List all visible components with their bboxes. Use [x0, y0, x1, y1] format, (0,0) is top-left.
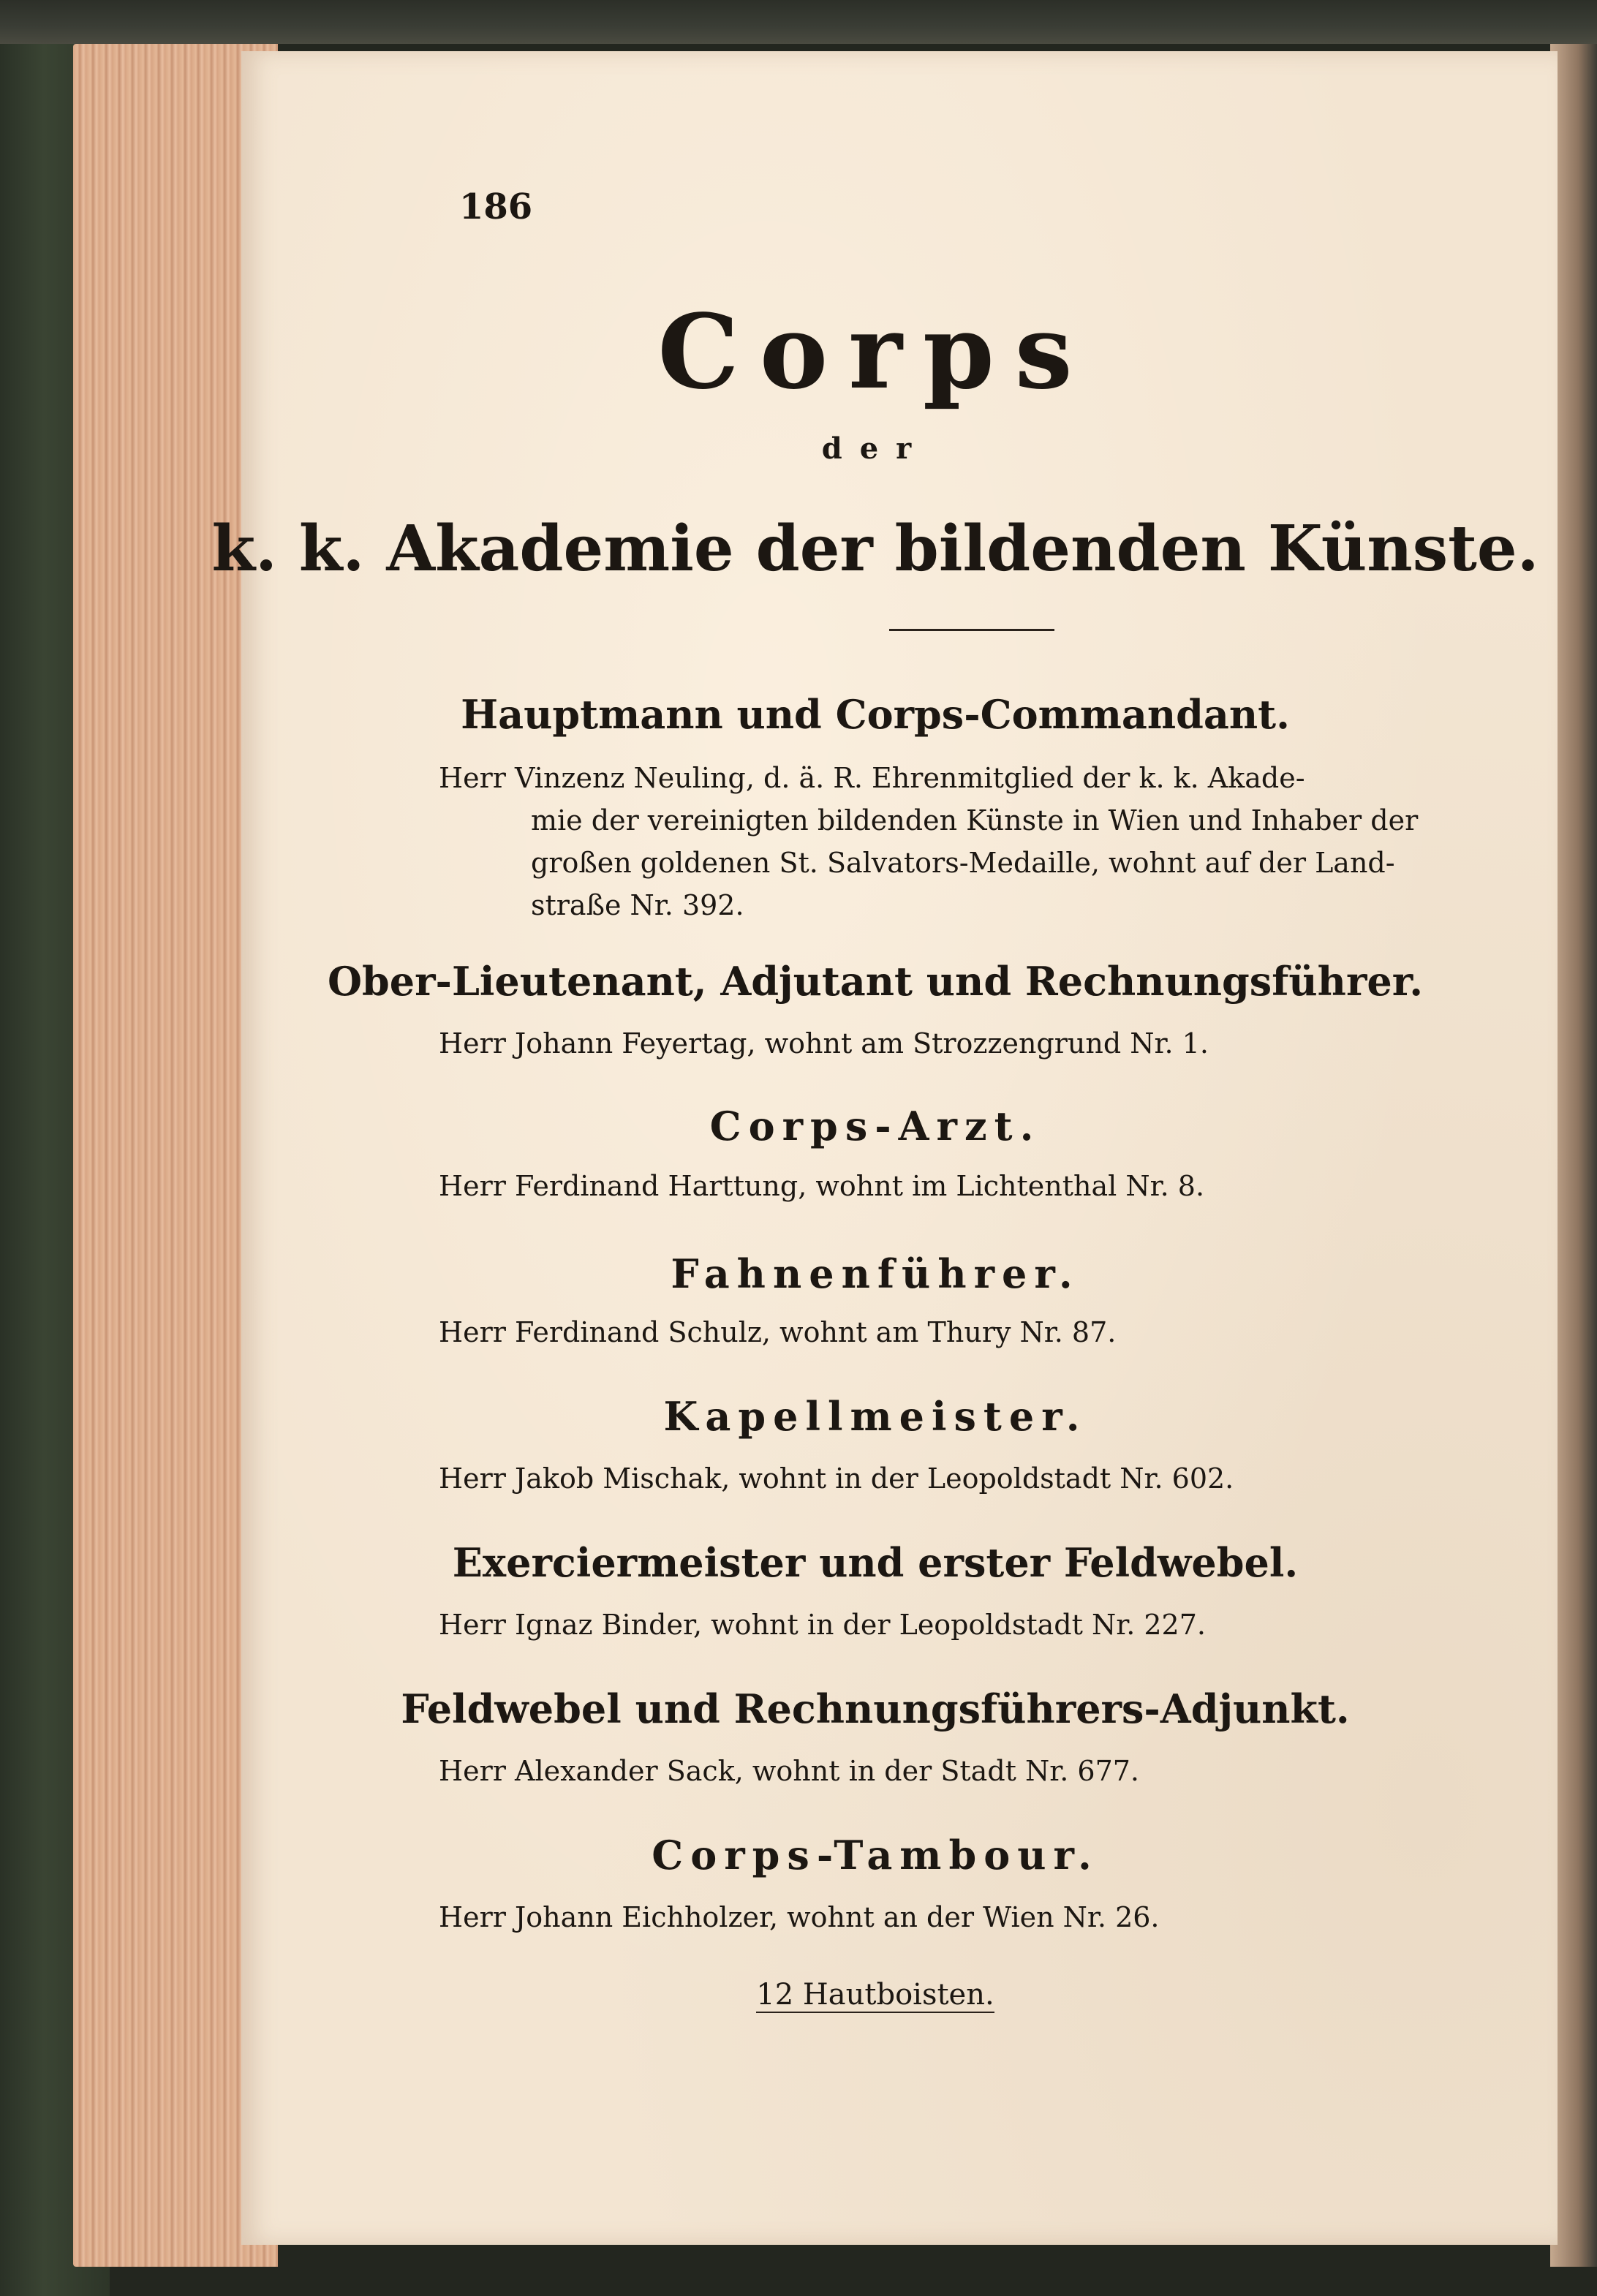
page-number: 186: [459, 186, 533, 227]
section-entry-feldwebel: Herr Alexander Sack, wohnt in der Stadt Nr. 677.: [439, 1755, 1139, 1787]
section-heading-corps-tambour: Corps-Tambour.: [652, 1832, 1099, 1878]
section-entry-commandant: [439, 757, 1470, 926]
section-heading-adjutant: Ober-Lieutenant, Adjutant und Rechnungsführer.: [327, 958, 1424, 1005]
entry-line: mie der vereinigten bildenden Künste in Wien und Inhaber der: [531, 804, 1419, 837]
section-entry-corps-arzt: Herr Ferdinand Harttung, wohnt im Lichtenthal Nr. 8.: [439, 1170, 1205, 1202]
section-heading-feldwebel: Feldwebel und Rechnungsführers-Adjunkt.: [401, 1685, 1350, 1732]
entry-line: straße Nr. 392.: [531, 889, 744, 921]
section-heading-exerciermeister: Exerciermeister und erster Feldwebel.: [452, 1539, 1299, 1586]
footer-note-text: 12 Hautboisten.: [756, 1978, 994, 2012]
section-entry-exerciermeister: Herr Ignaz Binder, wohnt in der Leopoldstadt Nr. 227.: [439, 1609, 1206, 1641]
section-entry-corps-tambour: Herr Johann Eichholzer, wohnt an der Wien Nr. 26.: [439, 1901, 1160, 1933]
page-title: Corps: [657, 292, 1093, 412]
section-entry-adjutant: Herr Johann Feyertag, wohnt am Strozzengrund Nr. 1.: [439, 1027, 1209, 1060]
entry-line: großen goldenen St. Salvators-Medaille, wohnt auf der Land-: [531, 847, 1395, 879]
footer-note: [0, 1978, 1597, 2012]
section-heading-fahnenfuehrer: Fahnenführer.: [671, 1250, 1080, 1297]
section-entry-fahnenfuehrer: Herr Ferdinand Schulz, wohnt am Thury Nr. 87.: [439, 1316, 1117, 1348]
section-heading-commandant: Hauptmann und Corps-Commandant.: [461, 691, 1290, 738]
section-heading-kapellmeister: Kapellmeister.: [663, 1393, 1087, 1440]
title-divider: [889, 629, 1054, 631]
entry-line: Herr Vinzenz Neuling, d. ä. R. Ehrenmitglied der k. k. Akade-: [439, 762, 1305, 794]
title-institution: k. k. Akademie der bildenden Künste.: [211, 512, 1539, 586]
title-connector: der: [821, 431, 929, 466]
section-heading-corps-arzt: Corps-Arzt.: [709, 1103, 1041, 1149]
book-cover-top: [0, 0, 1597, 44]
section-entry-kapellmeister: Herr Jakob Mischak, wohnt in der Leopoldstadt Nr. 602.: [439, 1462, 1234, 1495]
